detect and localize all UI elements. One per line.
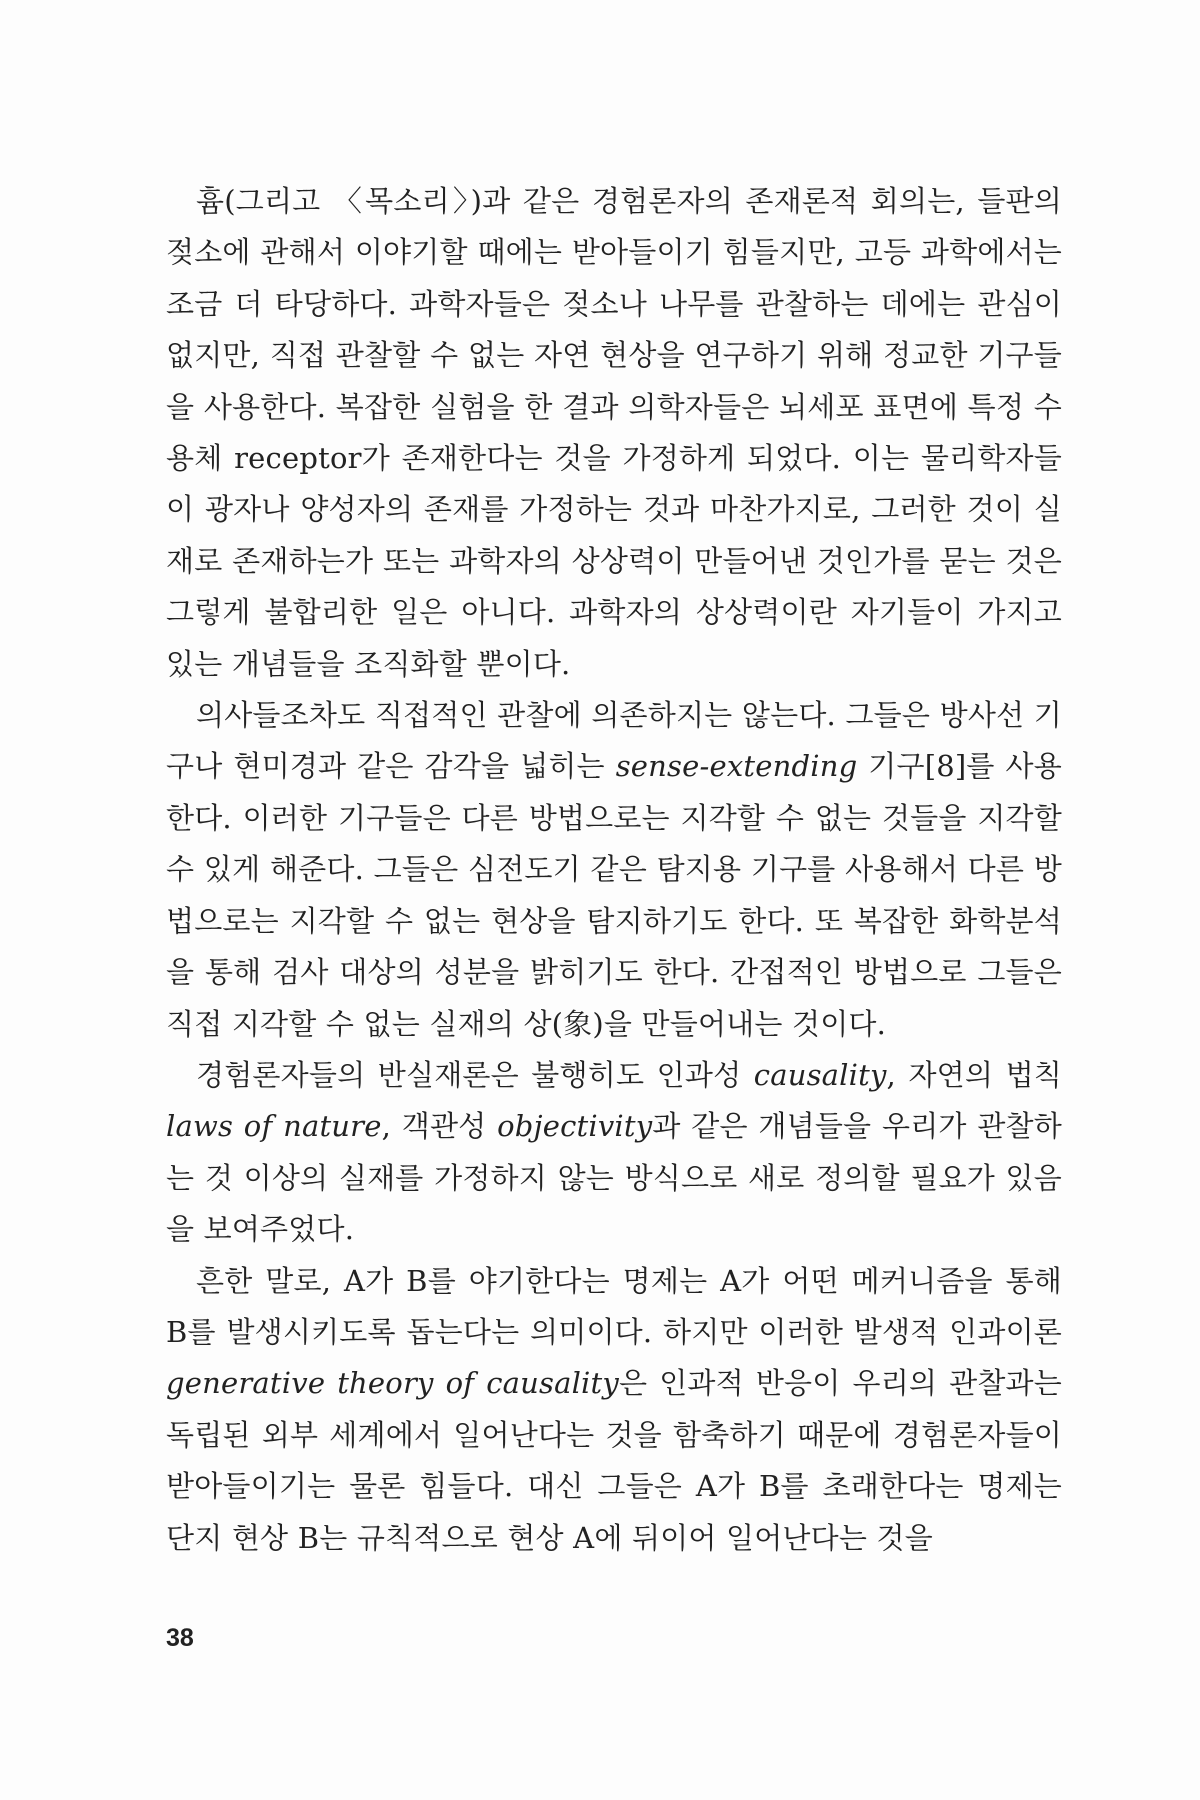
text-segment: 기구[8]를 사용한다. 이러한 기구들은 다른 방법으로는 지각할 수 없는 것들을 지각할 수 있게 해준다. 그들은 심전도기 같은 탐지용 기구를 사용해서 다른 방법으로는 지각할 수 없는 현상을 탐지하기도 한다. 또 복잡한 화학분석을 통해 검사 대상의 성분을 밝히기도 한다. 간접적인 방법으로 그들은 직접 지각할 수 없는 실재의 상(象)을 만들어내는 것이다. [166,749,1062,1041]
text-segment: , 자연의 법칙 [886,1057,1062,1092]
page-number: 38 [166,1624,194,1652]
text-segment: 은 인과적 반응이 우리의 관찰과는 독립된 외부 세계에서 일어난다는 것을 함축하기 때문에 경험론자들이 받아들이기는 물론 힘들다. 대신 그들은 A가 B를 초래한다는 명제는 단지 현상 B는 규칙적으로 현상 A에 뒤이어 일어난다는 것을 [166,1366,1062,1555]
term-english: objectivity [497,1109,653,1144]
text-segment: 의사들조차도 직접적인 관찰에 의존하지는 않는다. 그들은 방사선 기구나 현미경과 같은 감각을 넓히는 [166,698,1062,784]
text-segment: 흄(그리고 〈목소리〉)과 같은 경험론자의 존재론적 회의는, 들판의 젖소에 관해서 이야기할 때에는 받아들이기 힘들지만, 고등 과학에서는 조금 더 타당하다. 과학자들은 젖소나 나무를 관찰하는 데에는 관심이 없지만, 직접 관찰할 수 없는 자연 현상을 연구하기 위해 정교한 기구들을 사용한다. 복잡한 실험을 한 결과 의학자들은 뇌세포 표면에 특정 수용체 receptor가 존재한다는 것을 가정하게 되었다. 이는 물리학자들이 광자나 양성자의 존재를 가정하는 것과 마찬가지로, 그러한 것이 실재로 존재하는가 또는 과학자의 상상력이 만들어낸 것인가를 묻는 것은 그렇게 불합리한 일은 아니다. 과학자의 상상력이란 자기들이 가지고 있는 개념들을 조직화할 뿐이다. [166,184,1062,681]
paragraph [166,690,1062,1050]
text-segment: 과 같은 개념들을 우리가 관찰하는 것 이상의 실재를 가정하지 않는 방식으로 새로 정의할 필요가 있음을 보여주었다. [166,1109,1062,1247]
text-segment: , 객관성 [381,1109,498,1144]
body-text [166,176,1062,1564]
term-english: sense-extending [615,749,858,784]
term-english: generative theory of causality [166,1366,619,1401]
term-english: laws of nature [166,1109,382,1144]
text-segment: 경험론자들의 반실재론은 불행히도 인과성 [196,1057,754,1092]
paragraph [166,1050,1062,1256]
paragraph [166,176,1062,690]
paragraph [166,1256,1062,1564]
term-english: causality [753,1057,887,1092]
text-segment: 흔한 말로, A가 B를 야기한다는 명제는 A가 어떤 메커니즘을 통해 B를 발생시키도록 돕는다는 의미이다. 하지만 이러한 발생적 인과이론 [166,1263,1062,1349]
